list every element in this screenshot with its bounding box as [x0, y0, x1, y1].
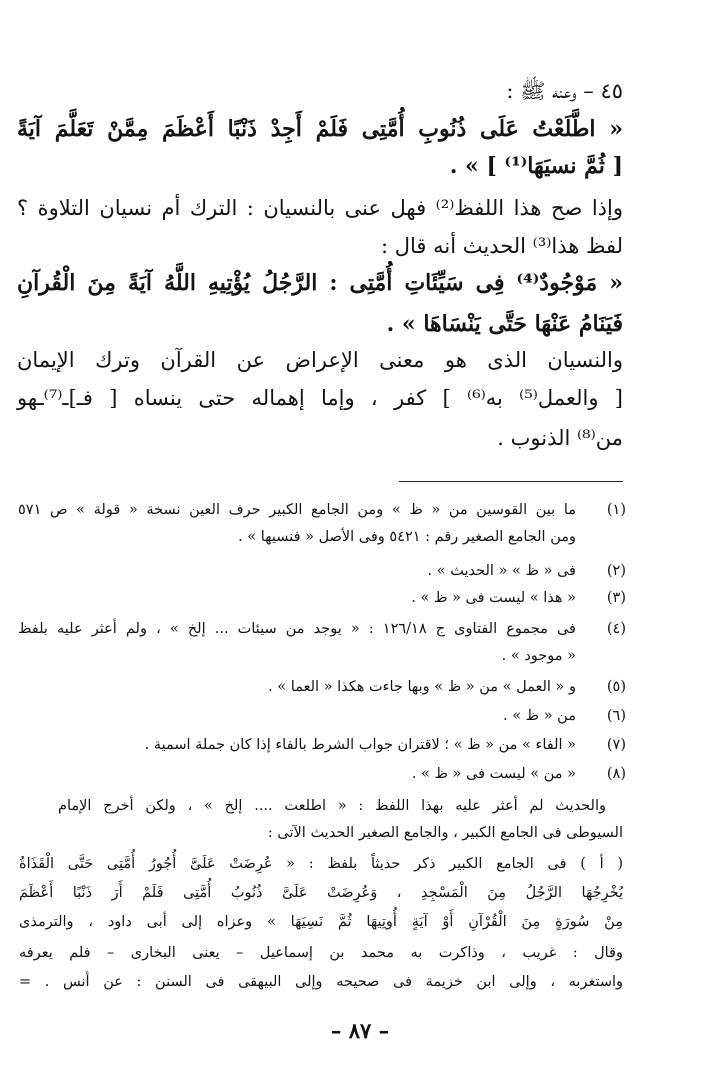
editor-note-line: واستغربه ، وإلى ابن خزيمة فى صحيحه وإلى البيهقى فى السنن : عن أنس . = [19, 974, 623, 990]
footnote-text: ما بين القوسين من « ظ » ومن الجامع الكبير حرف العين نسخة « قولة » ص ٥٧١ [18, 502, 576, 518]
quote2-line1: « مَوْجُودٌ⁽⁴⁾ فِى سَيِّئَاتِ أُمَّتِى : الرَّجُلُ يُؤْتِيهِ اللَّهُ آيَةً مِنَ الْقُرآنِ [17, 270, 623, 296]
footnote-number: (٤) [606, 621, 626, 637]
footnote-text: « الفاء » من « ظ » ؛ لاقتران جواب الشرط بالفاء إذا كان جملة اسمية . [144, 737, 576, 753]
footnote-number: (١) [606, 502, 626, 518]
paragraph-line9: من⁽⁸⁾ الذنوب . [497, 426, 623, 450]
editor-note-line: يُخْرِجُهَا الرَّجُلُ مِنَ الْمَسْجِدِ ، وَعُرِضَتْ عَلَىَّ ذُنُوبُ أُمَّتِى فَلَمْ أَرَ ذَنْبًا أَعْظَمَ [19, 885, 623, 901]
editor-note-line: مِنْ سُورَةٍ مِنَ الْقُرْآنِ أَوْ آيَةٍ أُوتِيهَا ثُمَّ نَسِيَهَا » وعزاه إلى أبى داود ، والترمذى [19, 914, 623, 930]
footnote-number: (٣) [606, 590, 626, 606]
footnote-text: « موجود » . [501, 648, 576, 664]
footnote-number: (٧) [606, 737, 626, 753]
footnote-text: من « ظ » . [502, 708, 576, 724]
footnote-text: فى مجموع الفتاوى ج ١٢٦/١٨ : « يوجد من سيئات ... إلخ » ، ولم أعثر عليه بلفظ [18, 621, 576, 637]
quote1-line2: [ ثُمَّ نسيَهَا⁽¹⁾ ] » . [449, 153, 623, 179]
footnote-number: (٢) [606, 563, 626, 579]
hadith-heading: ٤٥ – وعنه ﷺ : [506, 79, 623, 103]
quote2-line2: فَيَنَامُ عَنْهَا حَتَّى يَنْسَاهَا » . [386, 311, 623, 337]
footnote-separator [399, 481, 623, 482]
footnote-number: (٦) [606, 708, 626, 724]
editor-note-line: وقال : غريب ، وذاكرت به محمد بن إسماعيل – يعنى البخارى – فلم يعرفه [19, 945, 623, 961]
footnote-text: ومن الجامع الصغير رقم : ٥٤٢١ وفى الأصل « فنسيها » . [238, 529, 576, 545]
footnote-text: « من » ليست فى « ظ » . [411, 766, 576, 782]
editor-note-line: السيوطى فى الجامع الكبير ، والجامع الصغير الحديث الآتى : [267, 825, 623, 841]
quote1-line1: « اطَّلَعْتُ عَلَى ذُنُوبِ أُمَّتِى فَلَمْ أَجِدْ ذَنْبًا أَعْظَمَ مِمَّنْ تَعَلَّمَ آيَةً [17, 116, 623, 142]
page-number: – ٨٧ – [330, 1018, 390, 1043]
footnote-text: و « العمل » من « ظ » وبها جاءت هكذا « العما » . [268, 679, 576, 695]
footnote-text: فى « ظ » « الحديث » . [427, 563, 576, 579]
footnote-text: « هذا » ليست فى « ظ » . [411, 590, 576, 606]
paragraph-line4: لفظ هذا⁽³⁾ الحديث أنه قال : [381, 234, 623, 258]
editor-note-line: ( أ ) فى الجامع الكبير ذكر حديثاً بلفظ : « عُرِضَتْ عَلَىَّ أُجُورُ أُمَّتِى حَتَّى الْقَذَاةُ [19, 856, 623, 872]
paragraph-line7: والنسيان الذى هو معنى الإعراض عن القرآن وترك الإيمان [17, 348, 623, 372]
footnote-number: (٨) [606, 766, 626, 782]
paragraph-line3: وإذا صح هذا اللفظ⁽²⁾ فهل عنى بالنسيان : الترك أم نسيان التلاوة ؟ [17, 196, 623, 220]
editor-note-line: والحديث لم أعثر عليه بهذا اللفظ : « اطلعت .... إلخ » ، ولكن أخرج الإمام [58, 798, 606, 814]
paragraph-line8: [ والعمل⁽⁵⁾ به⁽⁶⁾ ] كفر ، وإما إهماله حتى ينساه [ فـ]ـ⁽⁷⁾ـهو [17, 386, 623, 410]
footnote-number: (٥) [606, 679, 626, 695]
